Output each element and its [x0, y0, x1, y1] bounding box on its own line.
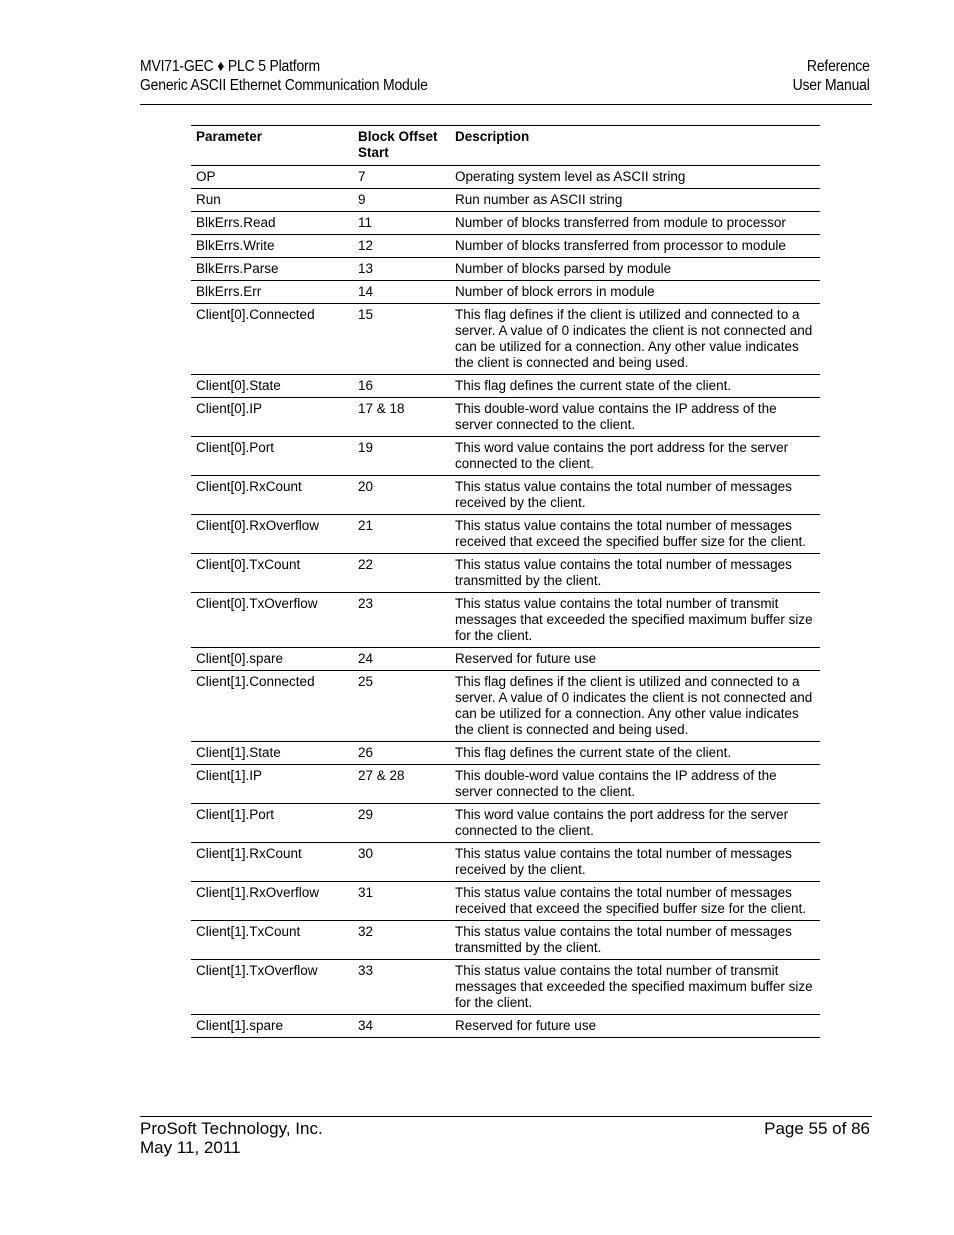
table-row [191, 671, 820, 742]
page-header-left [140, 57, 428, 95]
offset-cell: 34 [353, 1015, 450, 1038]
offset-cell: 15 [353, 304, 450, 375]
offset-cell: 29 [353, 804, 450, 843]
description-cell: This flag defines the current state of the client. [450, 742, 820, 765]
offset-cell: 12 [353, 235, 450, 258]
offset-cell: 32 [353, 921, 450, 960]
parameter-cell: Client[1].TxCount [191, 921, 353, 960]
parameter-cell: Client[0].IP [191, 398, 353, 437]
offset-cell: 11 [353, 212, 450, 235]
page-number: Page 55 of 86 [764, 1119, 870, 1138]
offset-cell: 23 [353, 593, 450, 648]
column-header-description: Description [450, 126, 820, 166]
description-cell: Number of block errors in module [450, 281, 820, 304]
header-divider [140, 104, 872, 105]
page-footer-right [764, 1119, 870, 1138]
table-row [191, 166, 820, 189]
document-type: User Manual [792, 77, 870, 94]
parameter-cell: BlkErrs.Read [191, 212, 353, 235]
parameter-cell: Client[1].spare [191, 1015, 353, 1038]
company-name: ProSoft Technology, Inc. [140, 1119, 323, 1138]
description-cell: This word value contains the port address for the server connected to the client. [450, 437, 820, 476]
table-row [191, 189, 820, 212]
parameter-cell: Client[0].TxCount [191, 554, 353, 593]
parameter-cell: Client[1].State [191, 742, 353, 765]
description-cell: Reserved for future use [450, 1015, 820, 1038]
description-cell: Reserved for future use [450, 648, 820, 671]
description-cell: This status value contains the total number of messages transmitted by the client. [450, 921, 820, 960]
parameter-cell: Client[0].Port [191, 437, 353, 476]
offset-cell: 33 [353, 960, 450, 1015]
column-header-offset: Block Offset Start [353, 126, 450, 166]
description-cell: This status value contains the total number of messages received that exceed the specified buffer size for the client. [450, 515, 820, 554]
table-row [191, 235, 820, 258]
table-row [191, 476, 820, 515]
offset-cell: 13 [353, 258, 450, 281]
table-row [191, 765, 820, 804]
parameter-cell: BlkErrs.Parse [191, 258, 353, 281]
table-row [191, 742, 820, 765]
table-row [191, 375, 820, 398]
description-cell: This double-word value contains the IP address of the server connected to the client. [450, 398, 820, 437]
parameter-cell: Client[0].Connected [191, 304, 353, 375]
description-cell: This double-word value contains the IP address of the server connected to the client. [450, 765, 820, 804]
page-header-right [793, 57, 870, 95]
column-header-parameter: Parameter [191, 126, 353, 166]
document-date: May 11, 2011 [140, 1138, 241, 1157]
offset-cell: 26 [353, 742, 450, 765]
parameter-table [191, 125, 820, 1038]
parameter-cell: Client[1].Connected [191, 671, 353, 742]
description-cell: This word value contains the port address for the server connected to the client. [450, 804, 820, 843]
description-cell: This flag defines the current state of the client. [450, 375, 820, 398]
offset-cell: 20 [353, 476, 450, 515]
table-row [191, 304, 820, 375]
parameter-cell: Client[1].Port [191, 804, 353, 843]
offset-cell: 14 [353, 281, 450, 304]
description-cell: This status value contains the total number of messages received by the client. [450, 843, 820, 882]
table-header-row [191, 126, 820, 166]
offset-cell: 22 [353, 554, 450, 593]
table-row [191, 593, 820, 648]
description-cell: Run number as ASCII string [450, 189, 820, 212]
description-cell: This flag defines if the client is utilized and connected to a server. A value of 0 indicates the client is not connected and can be utilized for a connection. Any other value indicates the client is connected and being used. [450, 304, 820, 375]
offset-cell: 7 [353, 166, 450, 189]
offset-cell: 24 [353, 648, 450, 671]
table-row [191, 648, 820, 671]
offset-cell: 27 & 28 [353, 765, 450, 804]
description-cell: This status value contains the total number of transmit messages that exceeded the specified maximum buffer size for the client. [450, 593, 820, 648]
offset-cell: 19 [353, 437, 450, 476]
description-cell: This flag defines if the client is utilized and connected to a server. A value of 0 indicates the client is not connected and can be utilized for a connection. Any other value indicates the client is connected and being used. [450, 671, 820, 742]
table-row [191, 804, 820, 843]
description-cell: This status value contains the total number of transmit messages that exceeded the specified maximum buffer size for the client. [450, 960, 820, 1015]
table-row [191, 882, 820, 921]
offset-cell: 30 [353, 843, 450, 882]
table-row [191, 398, 820, 437]
parameter-cell: Client[0].TxOverflow [191, 593, 353, 648]
parameter-cell: Client[0].spare [191, 648, 353, 671]
parameter-cell: Client[1].RxOverflow [191, 882, 353, 921]
offset-cell: 31 [353, 882, 450, 921]
product-line: MVI71-GEC ♦ PLC 5 Platform [140, 58, 320, 75]
description-cell: This status value contains the total number of messages received by the client. [450, 476, 820, 515]
offset-cell: 16 [353, 375, 450, 398]
table-row [191, 960, 820, 1015]
offset-cell: 25 [353, 671, 450, 742]
table-row [191, 212, 820, 235]
table-row [191, 258, 820, 281]
parameter-cell: Client[1].TxOverflow [191, 960, 353, 1015]
section-name: Reference [807, 58, 870, 75]
description-cell: This status value contains the total number of messages received that exceed the specified buffer size for the client. [450, 882, 820, 921]
table-row [191, 1015, 820, 1038]
parameter-cell: OP [191, 166, 353, 189]
description-cell: This status value contains the total number of messages transmitted by the client. [450, 554, 820, 593]
description-cell: Number of blocks transferred from processor to module [450, 235, 820, 258]
description-cell: Number of blocks parsed by module [450, 258, 820, 281]
parameter-cell: BlkErrs.Err [191, 281, 353, 304]
offset-cell: 21 [353, 515, 450, 554]
footer-divider [140, 1116, 872, 1117]
table-row [191, 515, 820, 554]
table-row [191, 281, 820, 304]
table-row [191, 437, 820, 476]
parameter-cell: Client[1].IP [191, 765, 353, 804]
parameter-cell: Client[1].RxCount [191, 843, 353, 882]
table-row [191, 921, 820, 960]
description-cell: Number of blocks transferred from module to processor [450, 212, 820, 235]
offset-cell: 9 [353, 189, 450, 212]
table-body [191, 166, 820, 1038]
parameter-cell: Run [191, 189, 353, 212]
parameter-cell: Client[0].RxCount [191, 476, 353, 515]
offset-cell: 17 & 18 [353, 398, 450, 437]
page-footer-left [140, 1119, 323, 1157]
table-row [191, 843, 820, 882]
description-cell: Operating system level as ASCII string [450, 166, 820, 189]
product-description: Generic ASCII Ethernet Communication Module [140, 77, 428, 94]
parameter-cell: Client[0].State [191, 375, 353, 398]
parameter-cell: Client[0].RxOverflow [191, 515, 353, 554]
table-row [191, 554, 820, 593]
parameter-cell: BlkErrs.Write [191, 235, 353, 258]
